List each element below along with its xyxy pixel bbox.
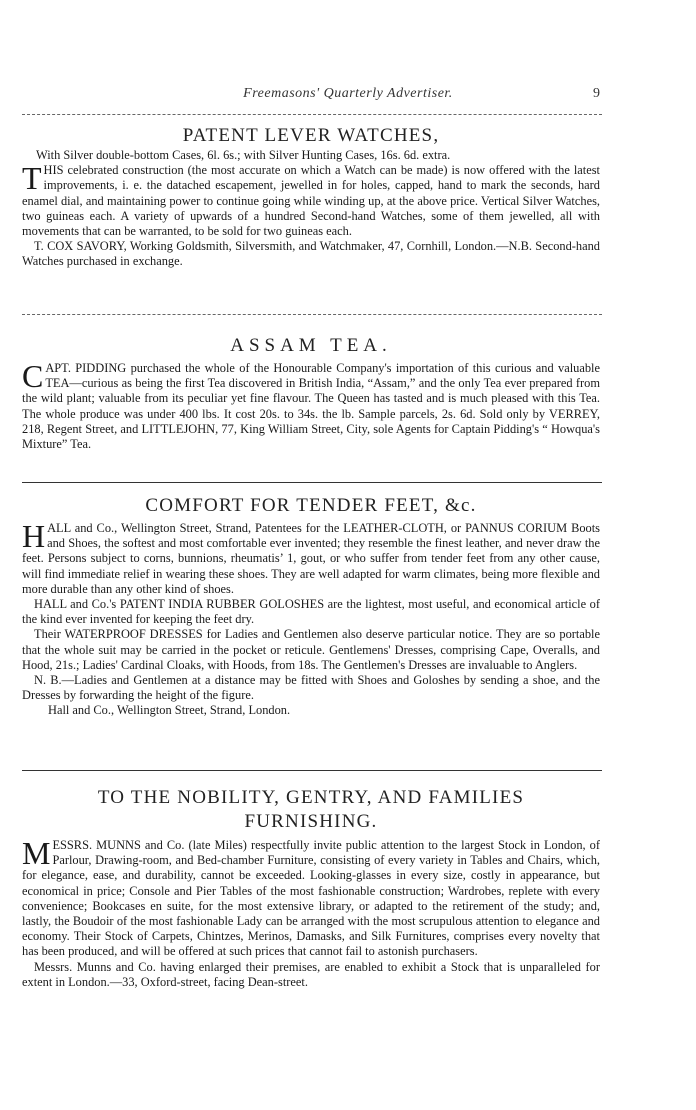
page-number: 9 (593, 86, 600, 101)
ad-patent-lever-watches (22, 124, 600, 270)
ad-body (22, 518, 600, 597)
ad-body (22, 835, 600, 960)
ad-body (22, 358, 600, 452)
ad-body-text: ALL and Co., Wellington Street, Strand, Patentees for the LEATHER-CLOTH, or PANNUS CORIUM Boots and Shoes, the softest and most comfortable ever invented; they resemble the finest leather, and never draw the feet. Persons subject to corns, bunnions, rheumatis’ 1, gout, or who suffer from tender feet from any other cause, will find immediate relief in wearing these shoes. They are well adapted for warm climates, being more flexible and more durable than any other kind of shoes. (22, 521, 600, 596)
ad-paragraph: N. B.—Ladies and Gentlemen at a distance may be fitted with Shoes and Goloshes by sending a shoe, and the Dresses by forwarding the height of the figure. (22, 673, 600, 703)
ad-body-text: HIS celebrated construction (the most accurate on which a Watch can be made) is now offered with the latest improvements, i. e. the datached escapement, jewelled in for holes, capped, hand to mark the seconds, hard enamel dial, and maintaining power to continue going while winding up, at the above price. Vertical Silver Watches, two guineas each. A variety of upwards of a hundred Second-hand Watches, some of them jewelled, all with movements that can be warranted, to be sold for two guineas each. (22, 163, 600, 239)
ad-heading: TO THE NOBILITY, GENTRY, AND FAMILIES (97, 787, 525, 808)
drop-cap: M (22, 835, 51, 871)
section-rule (22, 314, 602, 315)
ad-paragraph: Messrs. Munns and Co. having enlarged their premises, are enabled to exhibit a Stock that is unparalleled for extent in London.—33, Oxford-street, facing Dean-street. (22, 959, 600, 989)
ad-tender-feet (22, 494, 600, 719)
running-header (0, 86, 696, 106)
ad-subline: With Silver double-bottom Cases, 6l. 6s.; with Silver Hunting Cases, 16s. 6d. extra. (36, 148, 451, 162)
ad-body (22, 160, 600, 239)
ad-paragraph: Their WATERPROOF DRESSES for Ladies and Gentlemen also deserve particular notice. They are so portable that the whole suit may be carried in the pocket or reticule. Gentlemens' Dresses, comprising Cape, Overalls, and Hood, 21s.; Ladies' Cardinal Cloaks, with Hoods, from 18s. The Gentlemen's Dresses are invaluable to Anglers. (22, 627, 600, 672)
publication-title: Freemasons' Quarterly Advertiser. (243, 86, 453, 101)
ad-furnishing (22, 786, 600, 990)
drop-cap: T (22, 160, 42, 197)
section-rule (22, 770, 602, 771)
header-rule (22, 114, 602, 115)
section-rule (22, 482, 602, 483)
ad-signoff: Hall and Co., Wellington Street, Strand, London. (48, 703, 291, 718)
ad-body-text: ESSRS. MUNNS and Co. (late Miles) respectfully invite public attention to the largest Stock in London, of Parlour, Drawing-room, and Bed-chamber Furniture, consisting of every variety in Tables and Chairs, which, for elegance, ease, and durability, cannot be exceeded. Looking-glasses in every size, costly in appearance, but economical in price; Console and Pier Tables of the most fashionable construction; Wardrobes, replete with every convenience; Bookcases en suite, for the most extensive library, or adapted to the retirement of the study; and, lastly, the Boudoir of the most fashionable Lady can be arranged with the most scrupulous attention to elegance and economy. Their Stock of Carpets, Chintzes, Merinos, Damasks, and Silk Furnitures, comprises every novelty that has been produced, and will be offered at such prices that cannot fail to astonish purchasers. (22, 838, 600, 959)
ad-signoff: T. COX SAVORY, Working Goldsmith, Silversmith, and Watchmaker, 47, Cornhill, London.—N.B. Second-hand Watches purchased in exchange. (22, 239, 600, 269)
ad-assam-tea (22, 334, 600, 452)
ad-heading-line2: FURNISHING. (244, 811, 378, 832)
ad-body-text: APT. PIDDING purchased the whole of the Honourable Company's importation of this curious and valuable TEA—curious as being the first Tea discovered in British India, “Assam,” and the only Tea ever prepared from the wild plant; valuable from its peculiar yet fine flavour. The Queen has tasted and is much pleased with this Tea. The whole produce was under 400 lbs. It cost 20s. to 34s. the lb. Sample parcels, 2s. 6d. Sold only by VERREY, 218, Regent Street, and LITTLEJOHN, 77, King William Street, City, sole Agents for Captain Pidding's “ Howqua's Mixture” Tea. (22, 361, 600, 452)
drop-cap: H (22, 518, 46, 554)
ad-heading: PATENT LEVER WATCHES, (182, 125, 440, 146)
drop-cap: C (22, 358, 44, 394)
ad-paragraph: HALL and Co.'s PATENT INDIA RUBBER GOLOSHES are the lightest, most useful, and economical article of the kind ever invented for keeping the feet dry. (22, 597, 600, 627)
ad-heading: ASSAM TEA. (230, 335, 392, 356)
ad-heading: COMFORT FOR TENDER FEET, &c. (145, 495, 477, 516)
